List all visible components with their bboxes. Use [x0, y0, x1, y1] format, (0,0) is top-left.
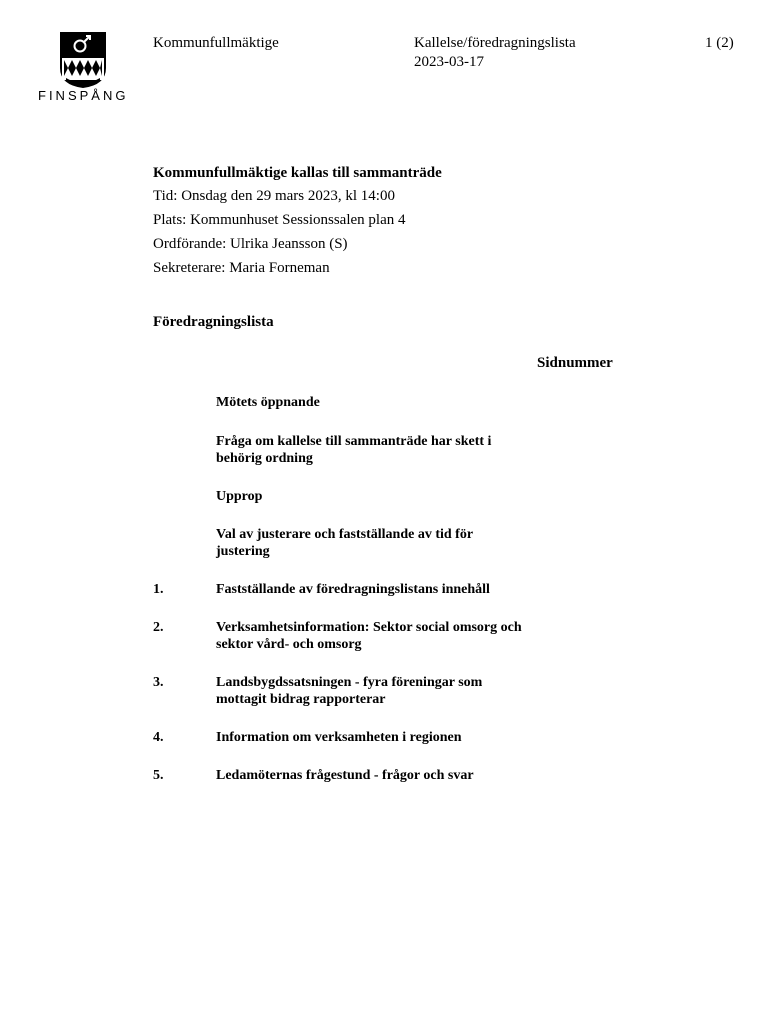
agenda-item-text: Mötets öppnande	[216, 395, 320, 410]
header-date: 2023-03-17	[414, 54, 484, 70]
header-page-number: 1 (2)	[705, 35, 734, 51]
coat-of-arms-icon	[38, 30, 128, 90]
agenda-item-text: Fastställande av föredragningslistans innehåll	[216, 582, 490, 597]
agenda-item-text: Verksamhetsinformation: Sektor social omsorg och sektor vård- och omsorg	[216, 620, 522, 652]
invitation-chair: Ordförande: Ulrika Jeansson (S)	[153, 236, 348, 252]
logo-wordmark: FINSPÅNG	[38, 88, 129, 103]
agenda-item-number: 5.	[153, 768, 164, 783]
header-organization: Kommunfullmäktige	[153, 35, 279, 51]
invitation-time: Tid: Onsdag den 29 mars 2023, kl 14:00	[153, 188, 395, 204]
agenda-item-number: 1.	[153, 582, 164, 597]
agenda-item-text: Val av justerare och fastställande av tid för justering	[216, 527, 473, 559]
invitation-secretary: Sekreterare: Maria Forneman	[153, 260, 330, 276]
header-doc-type: Kallelse/föredragningslista	[414, 35, 576, 51]
agenda-item-text: Fråga om kallelse till sammanträde har skett i behörig ordning	[216, 434, 492, 466]
agenda-item-text: Information om verksamheten i regionen	[216, 730, 462, 745]
agenda-item-text: Landsbygdssatsningen - fyra föreningar som mottagit bidrag rapporterar	[216, 675, 483, 707]
invitation-title: Kommunfullmäktige kallas till sammanträde	[153, 165, 442, 181]
agenda-item-number: 2.	[153, 620, 164, 635]
agenda-item-number: 4.	[153, 730, 164, 745]
page-number-column-header: Sidnummer	[537, 355, 613, 371]
agenda-title: Föredragningslista	[153, 314, 274, 330]
invitation-place: Plats: Kommunhuset Sessionssalen plan 4	[153, 212, 406, 228]
agenda-item-text: Upprop	[216, 489, 263, 504]
agenda-item-text: Ledamöternas frågestund - frågor och svar	[216, 768, 474, 783]
agenda-item-number: 3.	[153, 675, 164, 690]
